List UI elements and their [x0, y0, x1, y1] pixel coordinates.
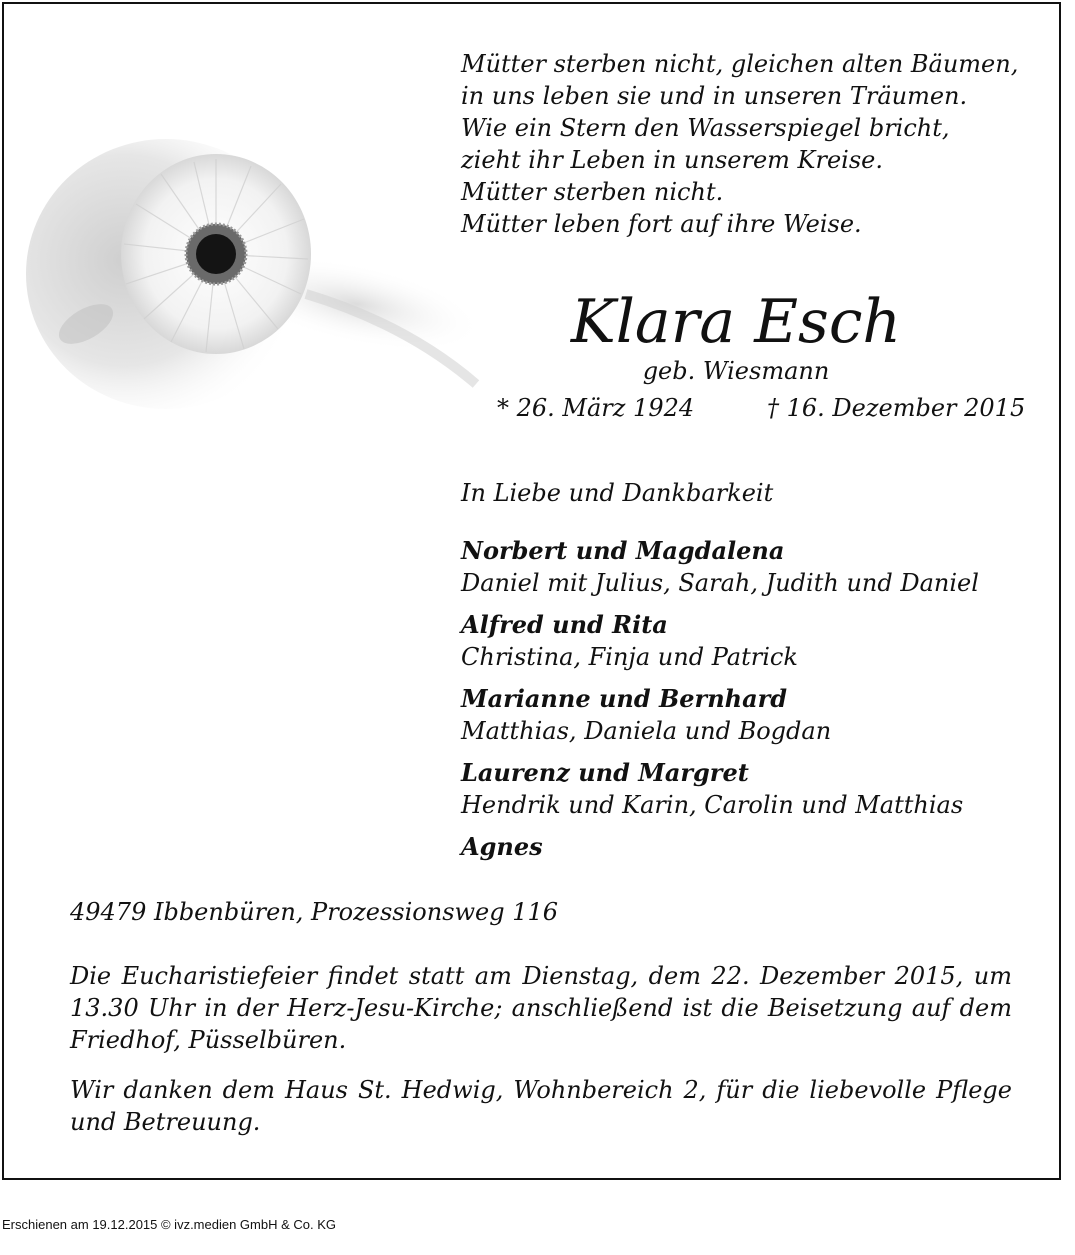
poem-line: zieht ihr Leben in unserem Kreise.: [461, 146, 883, 174]
poem-line: in uns leben sie und in unseren Träumen.: [461, 82, 968, 110]
thanks-paragraph: Wir danken dem Haus St. Hedwig, Wohnbereich 2, für die liebevolle Pflege und Betreuung.: [70, 1076, 1012, 1136]
poem-line: Mütter leben fort auf ihre Weise.: [461, 210, 862, 238]
family-entry: [461, 831, 979, 863]
greeting: In Liebe und Dankbarkeit: [461, 479, 774, 507]
family-members: Hendrik und Karin, Carolin und Matthias: [461, 791, 964, 819]
poem-line: Mütter sterben nicht, gleichen alten Bäumen,: [461, 50, 1019, 78]
maiden-name: geb. Wiesmann: [642, 357, 830, 385]
family-members: Daniel mit Julius, Sarah, Judith und Daniel: [461, 569, 979, 597]
deceased-name: Klara Esch: [570, 287, 902, 357]
family-head: Laurenz und Margret: [461, 758, 749, 787]
address: 49479 Ibbenbüren, Prozessionsweg 116: [70, 898, 559, 926]
family-head: Agnes: [461, 832, 543, 861]
poem-line: Mütter sterben nicht.: [461, 178, 724, 206]
family-members: Christina, Finja und Patrick: [461, 643, 798, 671]
family-list: [461, 535, 979, 873]
gerbera-flower-image: [26, 134, 486, 434]
poem: [461, 48, 1018, 240]
family-head: Marianne und Bernhard: [461, 684, 788, 713]
family-entry: [461, 535, 979, 599]
family-entry: [461, 683, 979, 747]
obituary-frame: [2, 2, 1061, 1180]
poem-line: Wie ein Stern den Wasserspiegel bricht,: [461, 114, 950, 142]
death-date: † 16. Dezember 2015: [767, 394, 1026, 422]
family-members: Matthias, Daniela und Bogdan: [461, 717, 832, 745]
service-paragraph: Die Eucharistiefeier findet statt am Dienstag, dem 22. Dezember 2015, um 13.30 Uhr in der Herz-Jesu-Kirche; anschließend ist die Beisetzung auf dem Friedhof, Püsselbüren.: [70, 962, 1012, 1054]
publication-footer: Erschienen am 19.12.2015 © ivz.medien GmbH & Co. KG: [2, 1217, 337, 1232]
family-head: Norbert und Magdalena: [461, 536, 785, 565]
birth-date: * 26. März 1924: [497, 394, 695, 422]
family-entry: [461, 609, 979, 673]
family-entry: [461, 757, 979, 821]
family-head: Alfred und Rita: [461, 610, 668, 639]
